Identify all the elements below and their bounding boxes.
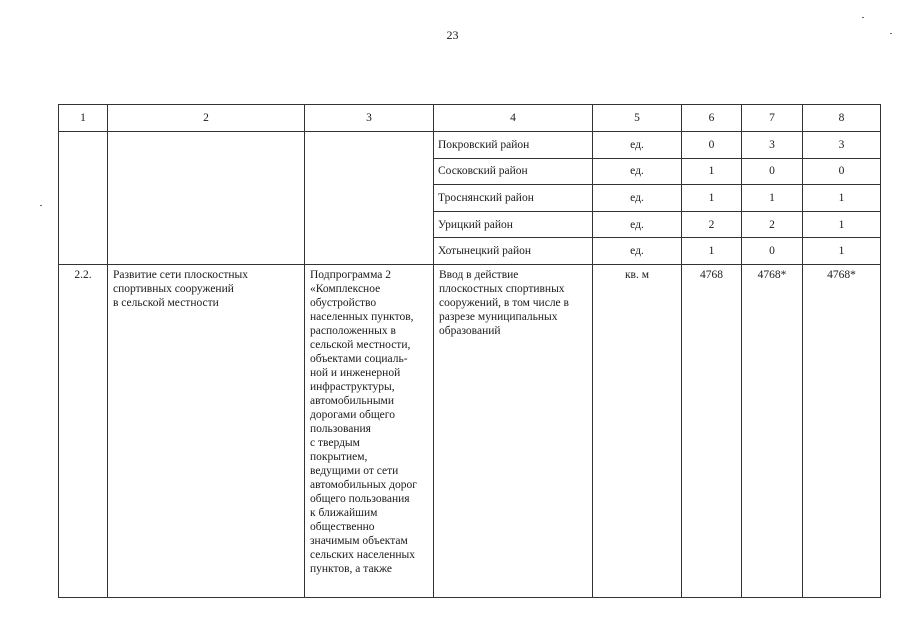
unit-cell: ед.	[593, 185, 682, 212]
value-cell: 2	[742, 211, 803, 238]
value-cell: 0	[742, 238, 803, 265]
value-cell: 1	[682, 158, 742, 185]
table-row	[59, 132, 881, 159]
header-cell: 2	[108, 105, 305, 132]
header-cell: 4	[434, 105, 593, 132]
value-cell: 4768	[682, 264, 742, 597]
value-cell: 1	[682, 238, 742, 265]
district-name: Покровский район	[434, 132, 593, 159]
header-cell: 6	[682, 105, 742, 132]
page-number: 23	[446, 28, 459, 42]
header-cell: 1	[59, 105, 108, 132]
value-cell: 1	[742, 185, 803, 212]
value-cell: 0	[742, 158, 803, 185]
empty-cell	[108, 132, 305, 265]
district-name: Урицкий район	[434, 211, 593, 238]
value-cell: 2	[682, 211, 742, 238]
indicator-text: Ввод в действие плоскостных спортивных сооружений, в том числе в разрезе муниципальных образований	[439, 268, 569, 337]
value-cell: 3	[803, 132, 881, 159]
value-cell: 0	[803, 158, 881, 185]
district-name: Сосковский район	[434, 158, 593, 185]
indicator-cell	[434, 264, 593, 597]
indicators-table	[58, 104, 881, 598]
header-cell: 8	[803, 105, 881, 132]
scan-speck	[890, 33, 892, 34]
value-cell: 1	[682, 185, 742, 212]
district-name: Хотынецкий район	[434, 238, 593, 265]
program-cell	[305, 264, 434, 597]
empty-cell	[305, 132, 434, 265]
unit-cell: ед.	[593, 238, 682, 265]
item-number: 2.2.	[59, 264, 108, 597]
value-cell: 4768*	[742, 264, 803, 597]
unit-cell: ед.	[593, 158, 682, 185]
scan-speck	[40, 205, 42, 206]
unit-cell: ед.	[593, 211, 682, 238]
unit-cell: кв. м	[593, 264, 682, 597]
header-cell: 5	[593, 105, 682, 132]
program-text: Подпрограмма 2 «Комплексное обустройство населенных пунктов, расположенных в сельской местности, объектами социаль- ной и инженерной инфраструктуры, автомобильными дорогами общего пользования с твердым покрытием, ведущими от сети автомобильных дорог общего пользования к ближайшим общественно значимым объектам сельских населенных пунктов, а также	[310, 268, 417, 575]
district-name: Троснянский район	[434, 185, 593, 212]
scan-speck	[862, 17, 864, 18]
value-cell: 4768*	[803, 264, 881, 597]
value-cell: 1	[803, 238, 881, 265]
value-cell: 1	[803, 185, 881, 212]
item-name: Развитие сети плоскостных спортивных сооружений в сельской местности	[113, 268, 249, 309]
table-header-row	[59, 105, 881, 132]
value-cell: 1	[803, 211, 881, 238]
header-cell: 3	[305, 105, 434, 132]
value-cell: 3	[742, 132, 803, 159]
table-row	[59, 264, 881, 597]
item-name-cell	[108, 264, 305, 597]
empty-cell	[59, 132, 108, 265]
unit-cell: ед.	[593, 132, 682, 159]
header-cell: 7	[742, 105, 803, 132]
value-cell: 0	[682, 132, 742, 159]
